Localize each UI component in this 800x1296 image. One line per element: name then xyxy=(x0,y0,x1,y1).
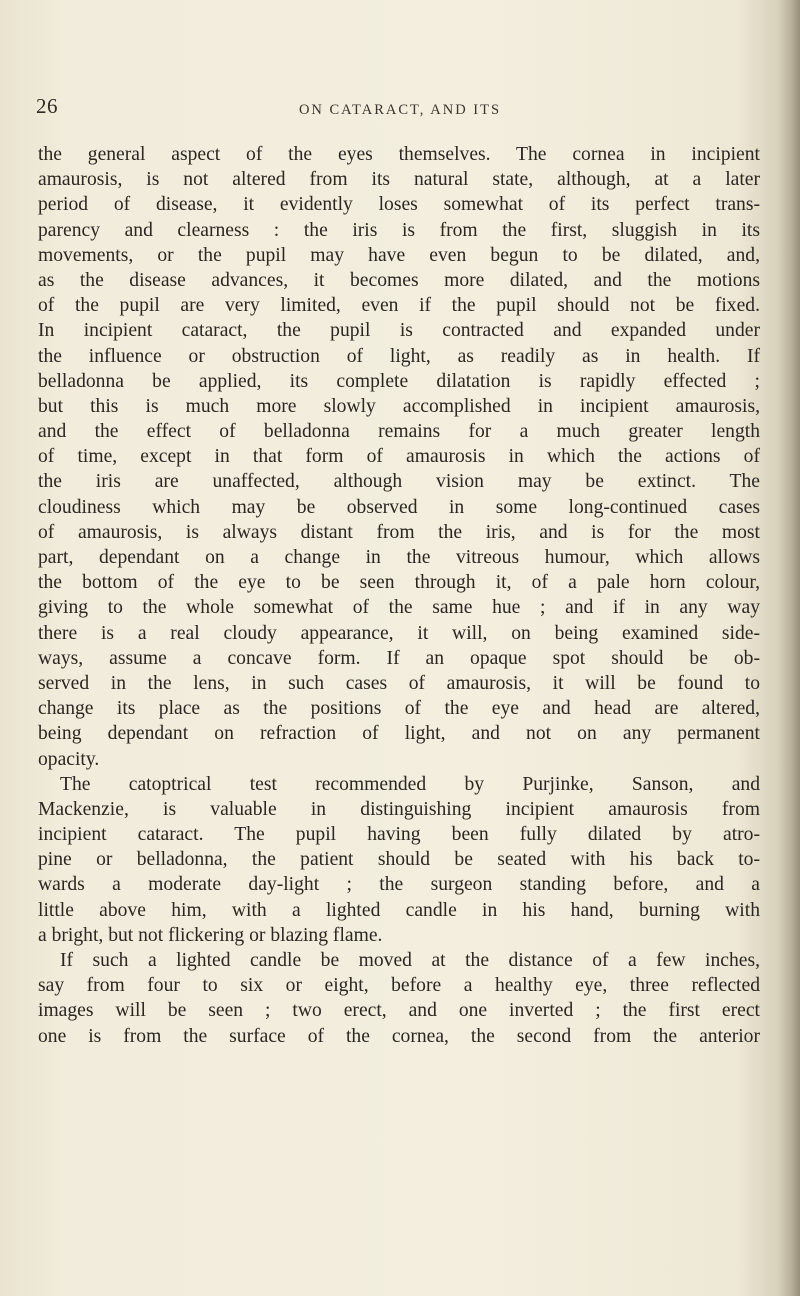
text-line: served in the lens, in such cases of amaurosis, it will be found to xyxy=(38,672,760,694)
page-header xyxy=(0,94,800,128)
text-line: ways, assume a concave form. If an opaque spot should be ob- xyxy=(38,647,760,669)
text-line: change its place as the positions of the eye and head are altered, xyxy=(38,698,760,720)
text-line: the iris are unaffected, although vision may be extinct. The xyxy=(38,471,760,493)
text-line: giving to the whole somewhat of the same hue ; and if in any way xyxy=(38,597,760,619)
text-line: incipient cataract. The pupil having been fully dilated by atro- xyxy=(38,824,760,846)
text-line: pine or belladonna, the patient should be seated with his back to- xyxy=(38,849,760,871)
text-line: The catoptrical test recommended by Purjinke, Sanson, and xyxy=(60,773,760,795)
body-text xyxy=(38,142,760,1049)
text-line: the bottom of the eye to be seen through it, of a pale horn colour, xyxy=(38,572,760,594)
text-line: say from four to six or eight, before a healthy eye, three reflected xyxy=(38,975,760,997)
text-line: the general aspect of the eyes themselves. The cornea in incipient xyxy=(38,144,760,165)
text-line: little above him, with a lighted candle in his hand, burning with xyxy=(38,899,760,921)
text-line: In incipient cataract, the pupil is contracted and expanded under xyxy=(38,320,760,342)
running-head: ON CATARACT, AND ITS xyxy=(298,102,502,118)
text-line: parency and clearness : the iris is from the first, sluggish in its xyxy=(38,219,760,241)
text-line: the influence or obstruction of light, as readily as in health. If xyxy=(38,345,760,367)
text-line: Mackenzie, is valuable in distinguishing incipient amaurosis from xyxy=(38,798,760,820)
text-line: part, dependant on a change in the vitreous humour, which allows xyxy=(38,547,760,568)
text-line: of amaurosis, is always distant from the iris, and is for the most xyxy=(38,521,760,543)
page-edge-shadow xyxy=(778,0,800,1296)
text-line: amaurosis, is not altered from its natural state, although, at a later xyxy=(38,169,760,191)
text-line: wards a moderate day-light ; the surgeon standing before, and a xyxy=(38,874,760,896)
text-line: opacity. xyxy=(38,748,100,770)
text-line: and the effect of belladonna remains for a much greater length xyxy=(38,421,760,443)
text-line: as the disease advances, it becomes more dilated, and the motions xyxy=(38,269,760,291)
text-line: of the pupil are very limited, even if the pupil should not be fixed. xyxy=(38,295,760,317)
text-line: but this is much more slowly accomplished in incipient amaurosis, xyxy=(38,395,760,417)
text-line: cloudiness which may be observed in some long-continued cases xyxy=(38,496,760,518)
text-line: movements, or the pupil may have even begun to be dilated, and, xyxy=(38,244,760,266)
text-line: If such a lighted candle be moved at the distance of a few inches, xyxy=(60,950,760,971)
text-line: a bright, but not flickering or blazing flame. xyxy=(38,924,383,946)
text-line: belladonna be applied, its complete dilatation is rapidly effected ; xyxy=(38,370,760,392)
text-line: period of disease, it evidently loses somewhat of its perfect trans- xyxy=(38,194,760,216)
text-line: being dependant on refraction of light, and not on any permanent xyxy=(38,723,760,745)
text-line: images will be seen ; two erect, and one inverted ; the first erect xyxy=(38,1000,760,1022)
text-line: one is from the surface of the cornea, the second from the anterior xyxy=(38,1025,760,1047)
text-line: there is a real cloudy appearance, it will, on being examined side- xyxy=(38,622,760,644)
page-number: 26 xyxy=(36,94,58,118)
text-line: of time, except in that form of amaurosis in which the actions of xyxy=(38,446,760,468)
